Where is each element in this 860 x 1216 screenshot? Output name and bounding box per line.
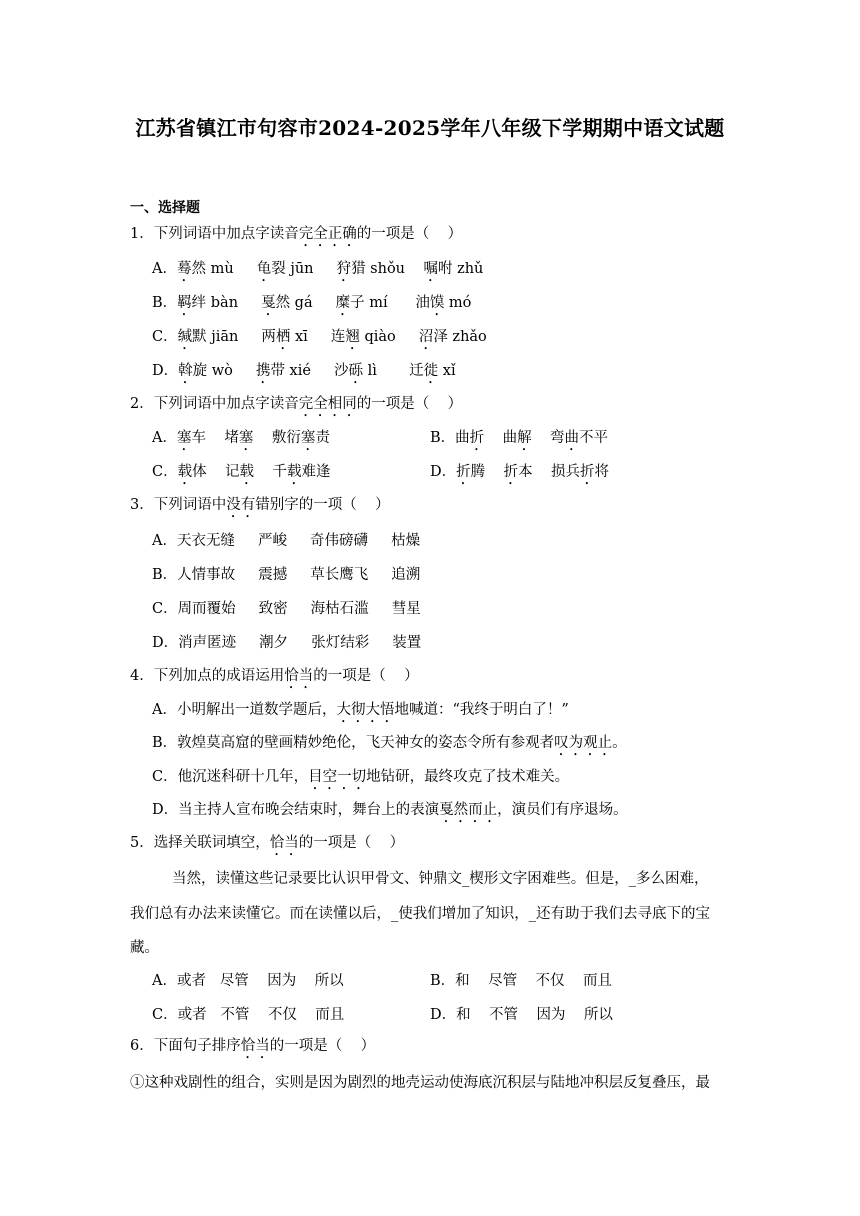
answer-option <box>430 969 612 990</box>
answer-option <box>152 597 421 618</box>
emphasized-text: 塞 <box>176 430 192 446</box>
text-segment: A． <box>152 261 177 277</box>
answer-option <box>152 1003 344 1024</box>
emphasized-text: 狩 <box>336 261 352 277</box>
emphasized-text: 戛 <box>261 295 276 311</box>
emphasized-text: 缄 <box>177 329 193 345</box>
text-segment: ①这种戏剧性的组合，实则是因为剧烈的地壳运动使海底沉积层与陆地冲积层反复叠压，最 <box>130 1075 710 1091</box>
emphasized-text: 恰当 <box>240 1038 270 1054</box>
emphasized-text: 沼 <box>418 329 434 345</box>
emphasized-text: 折 <box>503 464 519 480</box>
answer-option <box>152 698 569 726</box>
text-segment: D． <box>430 464 457 480</box>
emphasized-text: 完全正确 <box>298 226 357 242</box>
answer-option <box>152 426 330 454</box>
answer-option <box>152 798 628 826</box>
text-segment: ，演员们有序退场。 <box>497 802 628 818</box>
text-segment: C．周而覆始 致密 海枯石滥 彗星 <box>152 601 421 617</box>
answer-option <box>152 325 487 353</box>
text-segment: mó <box>444 295 472 311</box>
emphasized-text: 栖 <box>275 329 291 345</box>
text-segment: A．天衣无缝 严峻 奇伟磅礴 枯燥 <box>152 533 421 549</box>
text-segment: 带 xié 沙 <box>270 363 349 379</box>
text-segment: 责 <box>315 430 330 446</box>
emphasized-text: 载 <box>286 464 302 480</box>
text-segment: 地钻研，最终攻克了技术难关。 <box>366 769 570 785</box>
text-segment: 千 <box>254 464 287 480</box>
emphasized-text: 没有 <box>226 497 256 513</box>
text-segment: 将 <box>594 464 610 480</box>
text-segment: D． <box>152 363 179 379</box>
answer-option <box>430 460 609 488</box>
text-segment: C． <box>152 329 178 345</box>
text-segment: 的一项是（ ） <box>313 668 419 684</box>
emphasized-text: 携 <box>255 363 271 379</box>
emphasized-text: 戛然而止 <box>439 802 498 818</box>
text-segment: 4．下列加点的成语运用 <box>130 668 285 684</box>
text-segment: lì 迁 <box>363 363 424 379</box>
text-segment: B．和 尽管 不仅 而且 <box>430 973 612 989</box>
answer-option <box>152 631 421 652</box>
text-segment: 1．下列词语中加点字读音 <box>130 226 299 242</box>
text-segment: 不平 <box>579 430 609 446</box>
emphasized-text: 叹为观止 <box>554 735 613 751</box>
text-segment: qiào <box>359 329 419 345</box>
answer-option <box>152 731 627 759</box>
emphasized-text: 完全相同 <box>298 396 357 412</box>
answer-option <box>152 359 456 387</box>
text-segment: 敷衍 <box>253 430 301 446</box>
text-segment: 猎 shǒu <box>351 261 424 277</box>
text-segment: xī 连 <box>290 329 346 345</box>
text-segment: 藏。 <box>130 940 159 956</box>
passage-line <box>130 902 710 923</box>
question-stem <box>130 664 419 692</box>
answer-option <box>152 460 330 488</box>
text-segment: C．他沉迷科研十几年， <box>152 769 309 785</box>
emphasized-text: 折 <box>580 464 595 480</box>
text-segment: D．消声匿迹 潮夕 张灯结彩 装置 <box>152 635 422 651</box>
emphasized-text: 龟 <box>256 261 272 277</box>
exam-title: 江苏省镇江市句容市2024-2025学年八年级下学期期中语文试题 <box>135 116 725 140</box>
text-segment: D．当主持人宣布晚会结束时，舞台上的表演 <box>152 802 440 818</box>
text-segment: 裂 jūn <box>271 261 337 277</box>
emphasized-text: 曲 <box>564 430 580 446</box>
question-stem <box>130 222 462 250</box>
answer-option <box>152 291 471 319</box>
emphasized-text: 塞 <box>300 430 316 446</box>
text-segment: 难逢 <box>301 464 331 480</box>
text-segment: 当然，读懂这些记录要比认识甲骨文、钟鼎文_楔形文字困难些。但是，_多么困难， <box>172 871 709 887</box>
emphasized-text: 载 <box>239 464 255 480</box>
emphasized-text: 大彻大悟 <box>336 702 395 718</box>
emphasized-text: 折 <box>469 430 485 446</box>
text-segment: 的一项是（ ） <box>298 835 405 851</box>
text-segment: 然 gá <box>275 295 336 311</box>
emphasized-text: 塞 <box>238 430 254 446</box>
text-segment: 弯 <box>531 430 565 446</box>
emphasized-text: 馍 <box>429 295 445 311</box>
text-segment: 旋 wò <box>192 363 256 379</box>
text-segment: 。 <box>612 735 627 751</box>
text-segment: 的一项是（ ） <box>269 1038 376 1054</box>
text-segment: D．和 不管 因为 所以 <box>430 1007 613 1023</box>
text-segment: 2．下列词语中加点字读音 <box>130 396 299 412</box>
question-stem <box>130 831 404 859</box>
section-heading: 一、选择题 <box>130 200 200 216</box>
text-segment: 绊 bàn <box>191 295 262 311</box>
answer-option <box>152 529 420 550</box>
text-segment: B．敦煌莫高窟的壁画精妙绝伦，飞天神女的姿态令所有参观者 <box>152 735 555 751</box>
question-stem <box>130 392 462 420</box>
emphasized-text: 解 <box>517 430 532 446</box>
text-segment: 曲 <box>484 430 518 446</box>
text-segment: 子 mí <box>350 295 416 311</box>
text-segment: 默 jiān 两 <box>192 329 276 345</box>
text-segment: 咐 zhǔ <box>437 261 484 277</box>
text-segment: 本 损兵 <box>518 464 581 480</box>
text-segment: 错别字的一项（ ） <box>255 497 390 513</box>
answer-option <box>152 969 344 990</box>
text-segment: 3．下列词语中 <box>130 497 227 513</box>
text-segment: 腾 <box>470 464 504 480</box>
text-segment: C．或者 不管 不仅 而且 <box>152 1007 345 1023</box>
emphasized-text: 糜 <box>335 295 351 311</box>
text-segment: A．或者 尽管 因为 所以 <box>152 973 344 989</box>
passage-line <box>172 867 709 888</box>
emphasized-text: 徙 <box>423 363 439 379</box>
emphasized-text: 羁 <box>177 295 192 311</box>
question-stem <box>130 1034 375 1062</box>
answer-option <box>152 765 569 793</box>
emphasized-text: 砾 <box>348 363 363 379</box>
text-segment: 车 堵 <box>191 430 239 446</box>
answer-option <box>152 563 420 584</box>
emphasized-text: 嘱 <box>423 261 438 277</box>
passage-line <box>130 1071 710 1092</box>
text-segment: B． <box>152 295 178 311</box>
text-segment: 然 mù <box>191 261 257 277</box>
answer-option <box>430 1003 613 1024</box>
text-segment: 地喊道：“我终于明白了！” <box>394 702 569 718</box>
text-segment: 的一项是（ ） <box>356 396 463 412</box>
text-segment: 泽 zhǎo <box>433 329 487 345</box>
answer-option <box>152 257 483 285</box>
emphasized-text: 恰当 <box>269 835 299 851</box>
text-segment: B．人情事故 震撼 草长鹰飞 追溯 <box>152 567 421 583</box>
text-segment: 6．下面句子排序 <box>130 1038 241 1054</box>
text-segment: C． <box>152 464 178 480</box>
answer-option <box>430 426 608 454</box>
question-stem <box>130 493 390 521</box>
emphasized-text: 斡 <box>178 363 193 379</box>
text-segment: 我们总有办法来读懂它。而在读懂以后，_使我们增加了知识，_还有助于我们去寻底下的宝 <box>130 906 710 922</box>
passage-line <box>130 936 159 957</box>
text-segment: 的一项是（ ） <box>356 226 463 242</box>
text-segment: A． <box>152 430 177 446</box>
text-segment: B．曲 <box>430 430 470 446</box>
emphasized-text: 翘 <box>345 329 360 345</box>
emphasized-text: 蓦 <box>176 261 192 277</box>
emphasized-text: 折 <box>456 464 471 480</box>
text-segment: xǐ <box>438 363 456 379</box>
text-segment: 油 <box>415 295 430 311</box>
emphasized-text: 目空一切 <box>308 769 367 785</box>
text-segment: A．小明解出一道数学题后， <box>152 702 337 718</box>
emphasized-text: 恰当 <box>284 668 314 684</box>
text-segment: 5．选择关联词填空， <box>130 835 270 851</box>
emphasized-text: 载 <box>177 464 193 480</box>
text-segment: 体 记 <box>192 464 240 480</box>
